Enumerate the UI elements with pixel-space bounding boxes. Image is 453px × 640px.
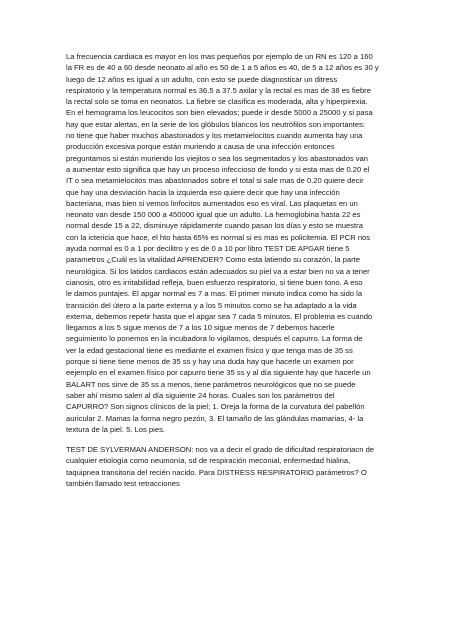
paragraph-clinical-notes: La frecuencia cardiaca es mayor en los mas pequeños por ejemplo de un RN es 120 a 160 la FR es de 40 a 60 desde neonato al año es 50 de 1 a 5 años es 40, de 5 a 12 años es 30 y luego de 12 años es igual a un adulto, con esto se puede diagnosticar un ditress respiratorio y la temperatura normal es 36.5 a 37.5 axilar y la rectal es mas de 38 es fiebre la rectal solo se toma en neonatos. La fiebre se clasifica es moderada, alta y hiperpirexia. En el hemograma los leucocitos son bien elevados; puede ir desde 5000 a 25000 y si pasa hay que estar alertas, en la serie de los glóbulos blancos los neutrófilos son importantes: no tiene que haber muchos abastonados y los metamielocitos cuando aumenta hay una producción excesiva porque están muriendo a causa de una infección entonces preguntamos si están muriendo los viejitos o sea los segmentados y los abastonados van a aumentar esto significa que hay un proceso infeccioso de fondo y si esta mas de 0.20 el IT o sea metamielocitos mas abastonados sobre el total si sale mas de 0.20 quiere decir que hay una desviación hacia la izquierda eso quiere decir que hay una infección bacteriana, mas bien si vemos linfocitos aumentados eso es viral. Las plaquetas en un neonato van desde 150 000 a 450000 igual que un adulto. La hemoglobina hasta 22 es normal desde 15 a 22, disminuye rápidamente cuando pasan los días y esto se muestra con la ictericia que hace, el hto hasta 65% es normal si es mas es policitemia. El PCR nos ayuda normal es 0 a 1 por decilitro y es de 0 a 10 por libro TEST DE APGAR tiene 5 parametros ¿Cuál es la vitalidad APRENDER? Como esta latiendo su corazón, la parte neurológica. Si los latidos cardiacos están adecuados su piel va a estar bien no va a tener cianosis, otro es irritabilidad refleja, buen esfuerzo respiratorio, si tiene buen tono. A eso le damos puntajes. El apgar normal es 7 a mas. El primer minuto indica como ha sido la transición del útero a la parte externa y a los 5 minutos como se ha adaptado a la vida externa, debemos repetir hasta que el apgar sea 7 cada 5 minutos. El problema es cuando llegamos a los 5 sigue menos de 7 a los 10 sigue menos de 7 debemos hacerle seguimiento lo ponemos en la incubadora lo vigilamos, después el capurro. La forma de ver la edad gestacional tiene es mediante el examen físico y que tenga mas de 35 ss porque si tiene tiene menos de 35 ss y hay una duda hay que hacerle un examen por eejemplo en el examen físico por capurro tiene 35 ss y al día siguiente hay que hacerle un BALART nos sirve de 35 ss a menos, tiene parámetros neurológicos que no se puede saber ahí mismo salen al día siguiente 24 horas. Cuales son los parámetros del CAPURRO? Son signos clínicos de la piel; 1. Oreja la forma de la curvatura del pabellón auricular 2. Mamas la forma negro pezón, 3. El tamaño de las glándulas mamarias, 4- la textura de la piel. 5. Los pies.: [66, 52, 379, 434]
paragraph-silverman-anderson: TEST DE SYLVERMAN ANDERSON: nos va a decir el grado de dificultad respiratoriacn de cualquier etiología como neumonía, sd de respiración meconial, enfermedad hialina, taquipnea transitoria del recién nacido. Para DISTRESS RESPIRATORIO parámetros? O también llamado test retracciones: [66, 445, 375, 488]
document-body: [66, 51, 392, 489]
